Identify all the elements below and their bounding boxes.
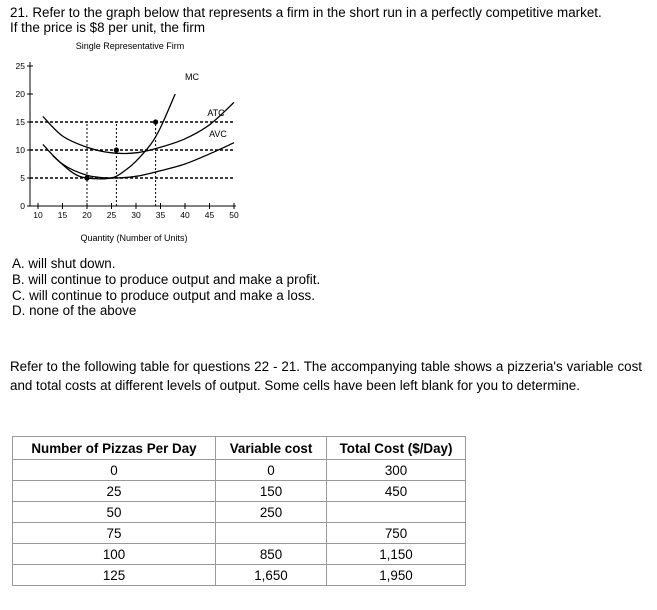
header-variable-cost: Variable cost [216, 437, 327, 460]
answer-b[interactable]: B. will continue to produce output and make a profit. [12, 271, 321, 287]
curve-label-atc: ATC [207, 108, 225, 118]
y-tick-label: 25 [15, 61, 25, 71]
x-tick-label: 10 [33, 210, 43, 220]
cell-total-cost: 1,950 [327, 565, 466, 586]
cost-curves-chart [0, 36, 250, 248]
x-tick-label: 30 [131, 210, 141, 220]
intersection-point [84, 175, 89, 180]
x-tick-label: 25 [106, 210, 117, 220]
table-row [13, 544, 466, 565]
cell-pizzas: 100 [13, 544, 216, 565]
cell-variable-cost: 1,650 [216, 565, 327, 586]
chart-svg [0, 36, 250, 248]
chart-title: Single Representative Firm [75, 41, 185, 51]
curve-mc [53, 94, 176, 179]
x-tick-label: 35 [155, 210, 166, 220]
answer-choices [12, 256, 320, 319]
cell-pizzas: 25 [13, 481, 216, 502]
y-tick-label: 15 [15, 117, 25, 127]
answer-c[interactable]: C. will continue to produce output and make a loss. [12, 287, 315, 303]
table-intro-paragraph: Refer to the following table for questions 22 - 21. The accompanying table shows a pizzeria's variable cost and total costs at different levels of output. Some cells have been left blank for you to determine. [10, 359, 642, 393]
table-row [13, 460, 466, 481]
cell-variable-cost: 0 [216, 460, 327, 481]
x-tick-label: 50 [229, 210, 239, 220]
y-tick-label: 10 [15, 145, 25, 155]
cell-variable-cost: 250 [216, 502, 327, 523]
x-tick-label: 15 [57, 210, 68, 220]
cell-pizzas: 75 [13, 523, 216, 544]
x-tick-label: 20 [82, 210, 92, 220]
header-total-cost: Total Cost ($/Day) [327, 437, 466, 460]
cell-total-cost[interactable] [327, 502, 466, 523]
curve-label-avc: AVC [209, 129, 227, 139]
question-21-line-2: If the price is $8 per unit, the firm [10, 20, 205, 35]
x-tick-label: 40 [180, 210, 190, 220]
x-tick-label: 45 [204, 210, 215, 220]
table-row [13, 481, 466, 502]
table-row [13, 565, 466, 586]
intersection-point [153, 119, 158, 124]
cell-variable-cost: 850 [216, 544, 327, 565]
pizzeria-cost-table [12, 436, 466, 586]
answer-a[interactable]: A. will shut down. [12, 256, 116, 271]
cell-total-cost: 750 [327, 523, 466, 544]
cell-total-cost: 1,150 [327, 544, 466, 565]
header-pizzas: Number of Pizzas Per Day [13, 437, 216, 460]
question-21-line-1: 21. Refer to the graph below that represents a firm in the short run in a perfectly competitive market. [10, 5, 602, 20]
cell-total-cost: 450 [327, 481, 466, 502]
table-row [13, 502, 466, 523]
cell-total-cost: 300 [327, 460, 466, 481]
y-tick-label: 0 [20, 201, 25, 211]
cell-variable-cost[interactable] [216, 523, 327, 544]
y-tick-label: 5 [20, 173, 25, 183]
answer-d[interactable]: D. none of the above [12, 303, 137, 319]
x-axis-label: Quantity (Number of Units) [80, 233, 188, 243]
table-header-row [13, 437, 466, 460]
curve-atc [43, 102, 234, 153]
cell-pizzas: 0 [13, 460, 216, 481]
cell-pizzas: 50 [13, 502, 216, 523]
cell-variable-cost: 150 [216, 481, 327, 502]
cell-pizzas: 125 [13, 565, 216, 586]
table-row [13, 523, 466, 544]
curve-avc [43, 143, 234, 178]
curve-label-mc: MC [185, 72, 199, 82]
y-tick-label: 20 [15, 89, 25, 99]
intersection-point [114, 147, 119, 152]
